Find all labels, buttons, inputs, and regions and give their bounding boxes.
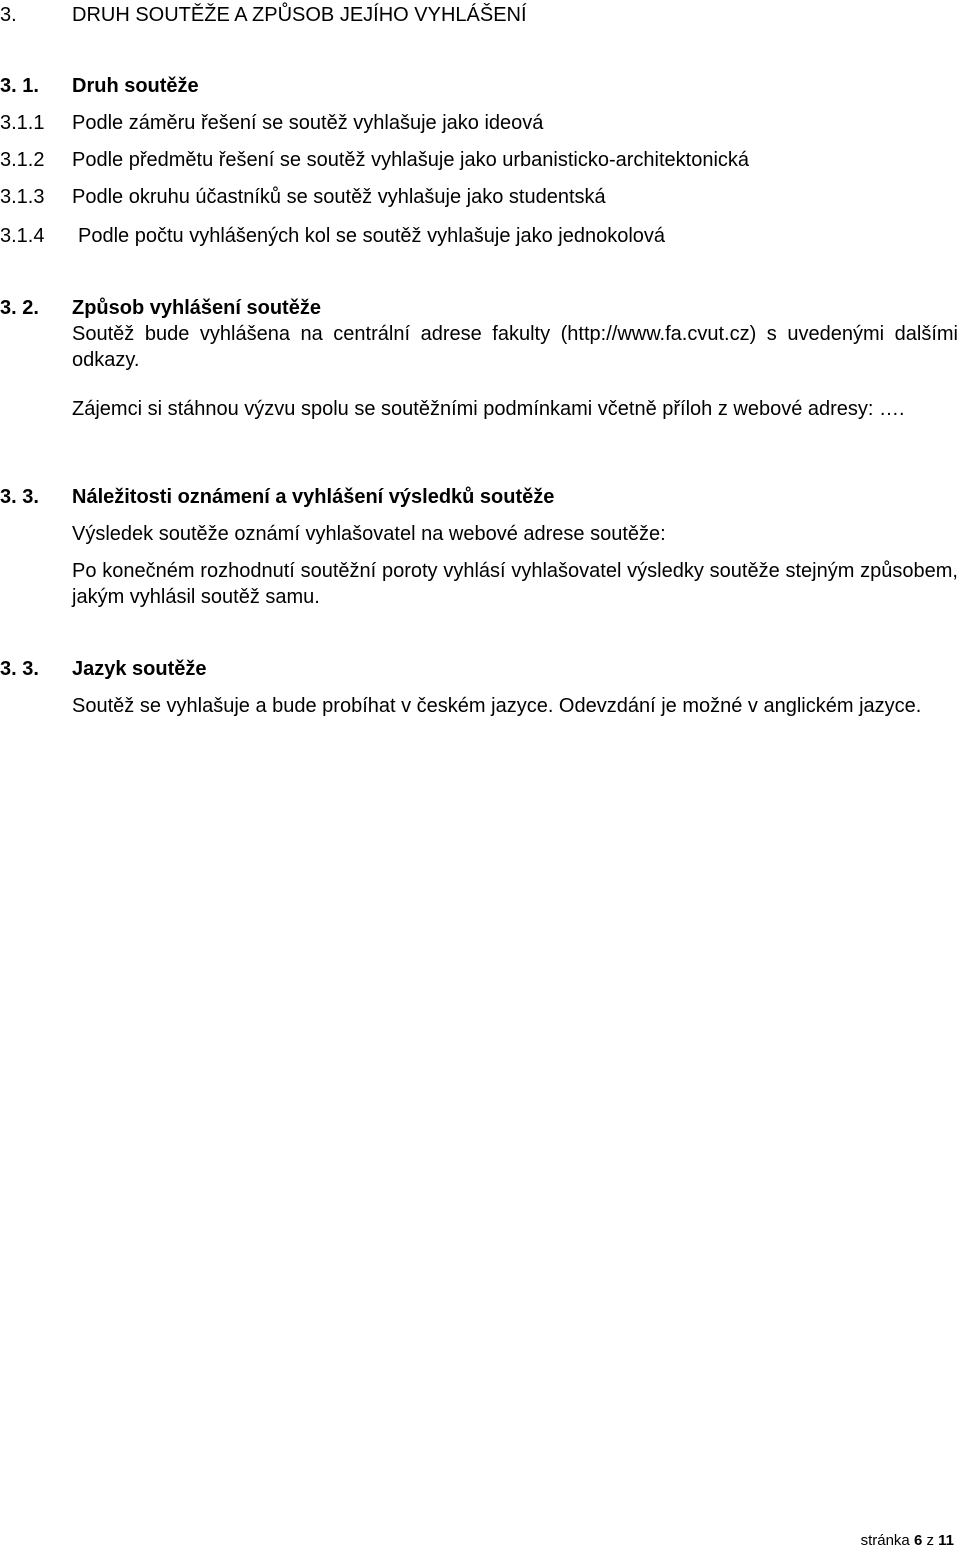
page-footer [861,1532,954,1550]
footer-total-pages: 11 [938,1532,954,1549]
item-text: Podle záměru řešení se soutěž vyhlašuje jako ideová [72,112,544,134]
paragraph: Zájemci si stáhnou výzvu spolu se soutěžními podmínkami včetně příloh z webové adresy: …. [72,398,905,420]
paragraph: Soutěž bude vyhlášena na centrální adrese fakulty (http://www.fa.cvut.cz) s uvedenými dalšími odkazy. [72,323,958,371]
section-title: Druh soutěže [72,75,199,97]
item-number: 3.1.2 [0,149,45,171]
item-text: Podle předmětu řešení se soutěž vyhlašuje jako urbanisticko-architektonická [72,149,750,171]
paragraph: Soutěž se vyhlašuje a bude probíhat v českém jazyce. Odevzdání je možné v anglickém jazyce. [72,695,922,717]
item-number: 3.1.4 [0,225,45,247]
item-text: Podle okruhu účastníků se soutěž vyhlašuje jako studentská [72,186,606,208]
footer-page-number: 6 [913,1532,923,1549]
section-number: 3. 1. [0,75,39,97]
item-number: 3.1.3 [0,186,45,208]
footer-prefix: stránka [860,1532,910,1549]
footer-separator: z [926,1532,934,1549]
item-text: Podle počtu vyhlášených kol se soutěž vyhlašuje jako jednokolová [78,225,666,247]
main-heading-title: DRUH SOUTĚŽE A ZPŮSOB JEJÍHO VYHLÁŠENÍ [72,4,527,26]
paragraph: Výsledek soutěže oznámí vyhlašovatel na webové adrese soutěže: [72,523,666,545]
section-title: Způsob vyhlášení soutěže [72,297,321,319]
section-title: Jazyk soutěže [72,658,207,680]
paragraph: Po konečném rozhodnutí soutěžní poroty vyhlásí vyhlašovatel výsledky soutěže stejným způsobem, jakým vyhlásil soutěž samu. [72,560,958,608]
section-number: 3. 2. [0,297,39,319]
section-title: Náležitosti oznámení a vyhlášení výsledků soutěže [72,486,555,508]
section-number: 3. 3. [0,486,39,508]
main-heading-number: 3. [0,4,17,26]
item-number: 3.1.1 [0,112,45,134]
section-number: 3. 3. [0,658,39,680]
